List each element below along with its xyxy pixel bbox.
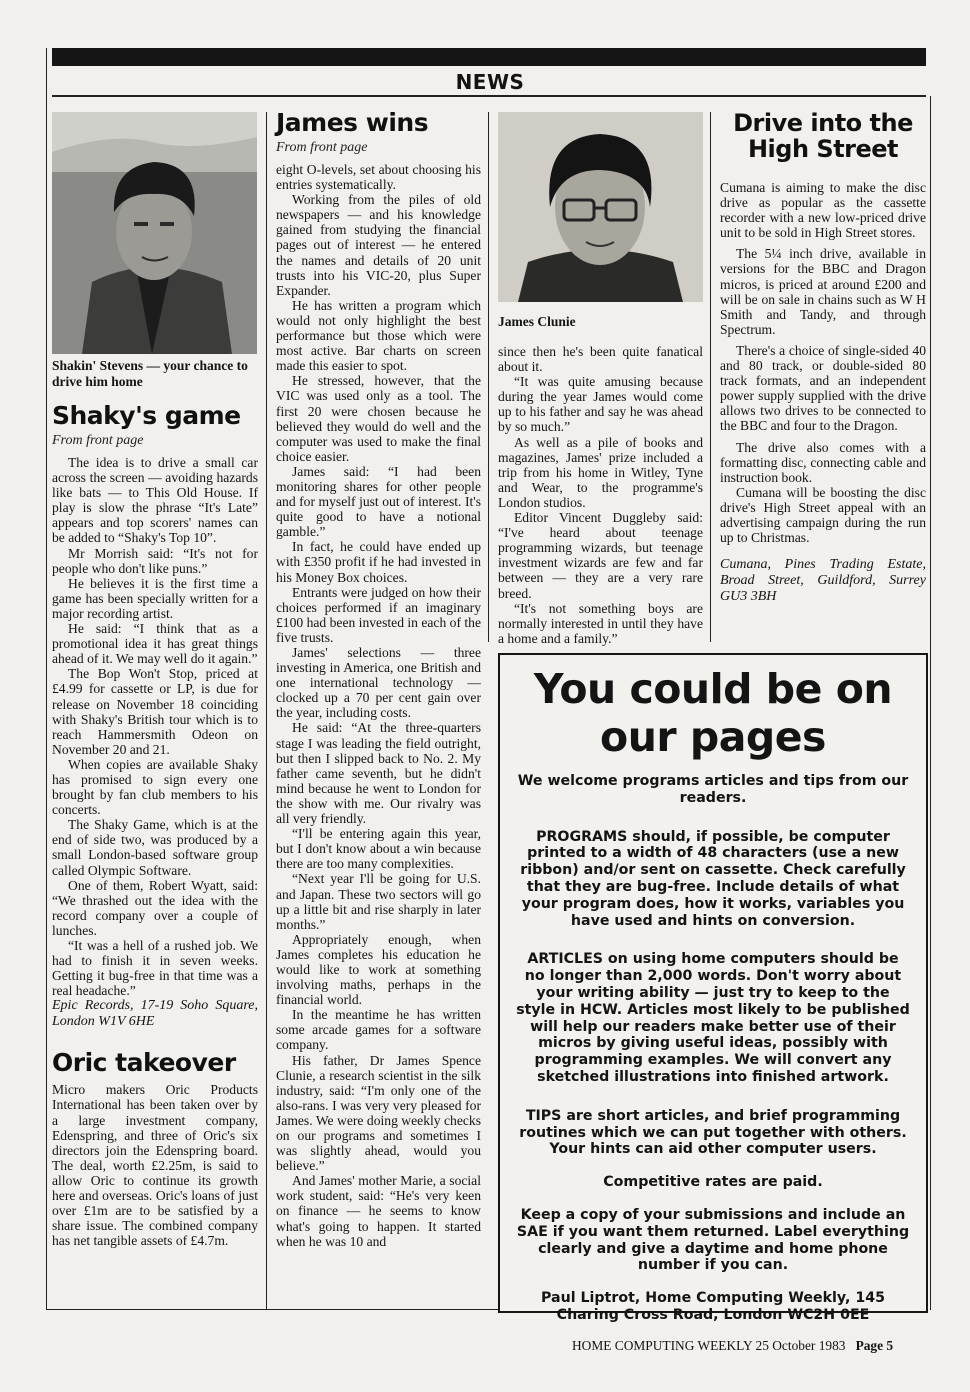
shaky-paragraph: The idea is to drive a small car across the screen — avoiding hazards like bats — to This Old House. If play is slow the phrase “It's Late” appears and top scorers' names can be added to “Shaky's Top 10”. <box>52 455 258 546</box>
james-paragraph: James said: “I had been monitoring shares for other people and for myself just out of interest. It's quite good to have a notional gamble.” <box>276 463 481 540</box>
shaky-column <box>52 358 258 1248</box>
drive-column <box>720 110 926 605</box>
advert-rates: Competitive rates are paid. <box>603 1174 823 1191</box>
james-paragraph: James' selections — three investing in America, one British and one international technology — clocked up a 70 per cent gain over the year, including costs. <box>276 645 481 721</box>
james-continued-column <box>498 314 703 646</box>
advert-tips: TIPS are short articles, and brief programming routines which we can put together with others. Your hints can aid other computer users. <box>519 1107 907 1158</box>
advert-programs: PROGRAMS should, if possible, be computer printed to a width of 48 characters (use a new ribbon) and/or sent on cassette. Check carefully that they are bug-free. Include details of what your program does, how it works, variables you have used and hints on conversion. <box>520 828 906 929</box>
drive-paragraph: Cumana is aiming to make the disc drive as popular as the cassette recorder with a new low-priced drive unit to be sold in High Street stores. <box>720 180 926 241</box>
column-rule-3 <box>710 112 711 642</box>
james-clunie-photo <box>498 112 703 302</box>
james-paragraph: “I'll be entering again this year, but I don't know about a win because there are too many complexities. <box>276 826 481 872</box>
left-border <box>46 48 47 1310</box>
james-paragraph: Working from the piles of old newspapers — and his knowledge gained from studying the financial pages out of interest — he entered the names and details of 20 unit trusts into his VIC-20, plus Super Expander. <box>276 192 481 298</box>
james-paragraph: Editor Vincent Duggleby said: “I've heard about teenage programming wizards, but teenage investment wizards are few and far between — they are a very rare breed. <box>498 510 703 601</box>
shaky-paragraph: He said: “I think that as a promotional idea it has great things ahead of it. We may well do it again.” <box>52 621 258 667</box>
shaky-paragraph: When copies are available Shaky has promised to sign every one brought by fan club members to his concerts. <box>52 756 258 818</box>
bottom-rule <box>46 1309 498 1310</box>
james-paragraph: In the meantime he has written some arcade games for a software company. <box>276 1007 481 1053</box>
james-paragraph: And James' mother Marie, a social work student, said: “He's very keen on finance — he seems to know what's going to happen. It started when he was 10 and <box>276 1173 481 1249</box>
shaky-paragraph: He believes it is the first time a game has been specially written for a major recording artist. <box>52 575 258 621</box>
oric-paragraph: Micro makers Oric Products International has been taken over by a large investment company, Edenspring, and three of Oric's six directors join the Edenspring board. The deal, worth £2.25m, is said to allow Oric to continue its growth here and overseas. Oric's loans of just over £1m are to be satisfied by a share issue. The combined company has net tangible assets of £4.7m. <box>52 1082 258 1249</box>
james-paragraph: His father, Dr James Spence Clunie, a research scientist in the silk industry, said: “I'm only one of the also-rans. I was very very pleased for James. We were doing weekly checks on our programs and sometimes I was slightly ahead, would you believe.” <box>276 1052 481 1174</box>
shaky-address: Epic Records, 17-19 Soho Square, London W1V 6HE <box>52 998 258 1030</box>
advert-title: You could be on our pages <box>533 665 893 761</box>
oric-headline: Oric takeover <box>52 1048 236 1078</box>
shaky-paragraph: The Shaky Game, which is at the end of side two, was produced by a small London-based software group called Olympic Software. <box>52 817 258 878</box>
column-rule-2 <box>488 112 489 642</box>
shaky-photo-caption: Shakin' Stevens — your chance to drive him home <box>52 358 248 389</box>
advert-sae: Keep a copy of your submissions and include an SAE if you want them returned. Label everything clearly and give a daytime and home phone number if you can. <box>516 1206 910 1274</box>
james-paragraph: He has written a program which would not only highlight the best performance but those which were most active. Bar charts on screen made this easier to spot. <box>276 297 481 374</box>
drive-paragraph: The 5¼ inch drive, available in versions for the BBC and Dragon micros, is priced at around £200 and will be on sale in chains such as W H Smith and Tandy, and through Spectrum. <box>720 246 926 337</box>
page-footer <box>572 1338 893 1354</box>
shaky-paragraph: The Bop Won't Stop, priced at £4.99 for cassette or LP, is due for release on November 18 coinciding with Shaky's British tour which is to reach Hammersmith Odeon on November 20 and 21. <box>52 666 258 757</box>
james-headline: James wins <box>276 108 429 137</box>
shaky-headline: Shaky's game <box>52 401 241 430</box>
right-border <box>930 96 931 1310</box>
drive-paragraph: There's a choice of single-sided 40 and 80 track, or double-sided 80 track formats, and an independent power supply supplied with the drive allows two drives to be connected to the BBC and four to the Dragon. <box>720 342 926 434</box>
james-photo-caption: James Clunie <box>498 314 576 329</box>
james-paragraph: since then he's been quite fanatical about it. <box>498 344 703 375</box>
shaky-paragraph: Mr Morrish said: “It's not for people who don't like puns.” <box>52 545 258 576</box>
james-paragraph: “Next year I'll be going for U.S. and Japan. These two sectors will go up a little bit and rise sharply in later months.” <box>276 871 481 932</box>
contribute-advert-box <box>498 653 928 1323</box>
james-paragraph: Appropriately enough, when James completes his education he would like to work at something involving maths, perhaps in the financial world. <box>276 931 481 1008</box>
section-label: NEWS <box>455 70 525 94</box>
column-rule-1 <box>266 112 267 1310</box>
shaky-paragraph: One of them, Robert Wyatt, said: “We thrashed out the idea with the record company over a couple of lunches. <box>52 877 258 938</box>
drive-paragraph: The drive also comes with a formatting disc, connecting cable and instruction book. <box>720 439 926 485</box>
james-paragraph: As well as a pile of books and magazines, James' prize included a trip from his home in Witley, Tyne and Wear, to the programme's London studios. <box>498 434 703 510</box>
top-black-bar <box>52 48 926 66</box>
james-column <box>276 108 481 1249</box>
advert-contact: Paul Liptrot, Home Computing Weekly, 145 Charing Cross Road, London WC2H 0EE <box>541 1290 885 1323</box>
drive-address: Cumana, Pines Trading Estate, Broad Street, Guildford, Surrey GU3 3BH <box>720 557 926 605</box>
james-paragraph: In fact, he could have ended up with £350 profit if he had invested in his Money Box choices. <box>276 539 481 585</box>
james-paragraph: “It was quite amusing because during the year James would come up to his father and say he was ahead by so much.” <box>498 374 703 435</box>
footer-page-number: Page 5 <box>855 1338 894 1353</box>
advert-welcome: We welcome programs articles and tips from our readers. <box>517 773 909 806</box>
drive-headline: Drive into the High Street <box>733 109 913 163</box>
james-byline: From front page <box>276 140 368 155</box>
james-paragraph: Entrants were judged on how their choices performed if an imaginary £100 had been invested in each of the five trusts. <box>276 584 481 645</box>
advert-articles: ARTICLES on using home computers should be no longer than 2,000 words. Don't worry about your writing ability — just try to keep to the style in HCW. Articles most likely to be published will help our readers make better use of their micros by giving useful ideas, possibly with programming examples. We will convert any sketched illustrations into finished artwork. <box>516 951 910 1085</box>
james-paragraph: He said: “At the three-quarters stage I was leading the field outright, but then I slipped back to No. 2. My father came seventh, but he didn't mind because he went to London for the show with me. Our rivalry was all very friendly. <box>276 720 481 827</box>
shaky-paragraph: “It was a hell of a rushed job. We had to finish it in seven weeks. Getting it bug-free in that time was a real headache.” <box>52 938 258 999</box>
shaky-byline: From front page <box>52 433 144 448</box>
shakin-stevens-photo <box>52 112 257 354</box>
james-paragraph: “It's not something boys are normally interested in until they have a home and a family.” <box>498 600 703 646</box>
james-paragraph: He stressed, however, that the VIC was used only as a tool. The first 20 were chosen because he believed they would do well and the computer was used to make the final choice easier. <box>276 373 481 464</box>
footer-publication: HOME COMPUTING WEEKLY 25 October 1983 <box>572 1338 846 1353</box>
james-paragraph: eight O-levels, set about choosing his entries systematically. <box>276 162 481 193</box>
header-rule <box>52 95 926 97</box>
drive-paragraph: Cumana will be boosting the disc drive's High Street appeal with an advertising campaign during the run up to Christmas. <box>720 484 926 546</box>
